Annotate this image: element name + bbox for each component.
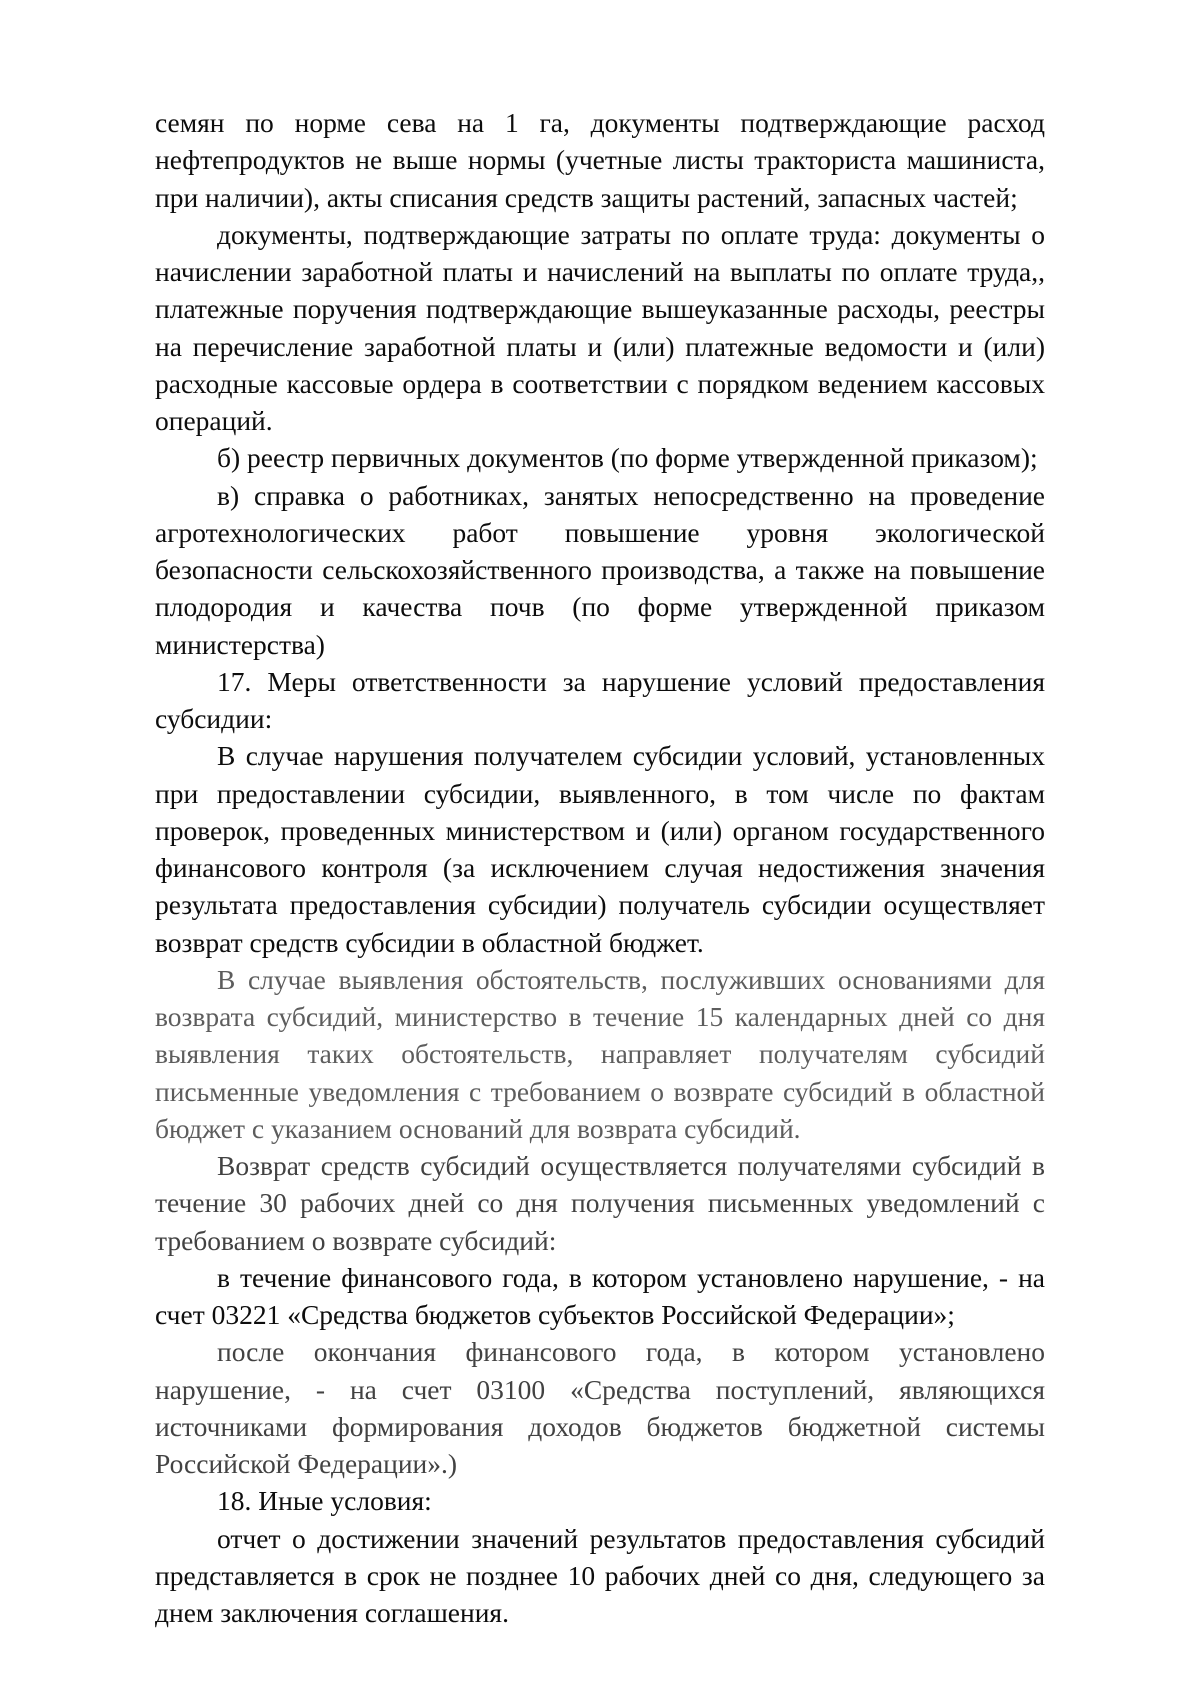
paragraph-section-17: 17. Меры ответственности за нарушение условий предоставления субсидии: [155, 665, 1045, 734]
paragraph: в течение финансового года, в котором установлено нарушение, - на счет 03221 «Средства бюджетов субъектов Российской Федерации»; [155, 1261, 1045, 1330]
paragraph: В случае выявления обстоятельств, послуживших основаниями для возврата субсидий, министерство в течение 15 календарных дней со дня выявления таких обстоятельств, направляет получателям субсидий письменные уведомления с требованием о возврате субсидий в областной бюджет с указанием оснований для возврата субсидий. [155, 963, 1045, 1144]
paragraph: в) справка о работниках, занятых непосредственно на проведение агротехнологических работ повышение уровня экологической безопасности сельскохозяйственного производства, а также на повышение плодородия и качества почв (по форме утвержденной приказом министерства) [155, 479, 1045, 660]
paragraph: документы, подтверждающие затраты по оплате труда: документы о начислении заработной платы и начислений на выплаты по оплате труда,, платежные поручения подтверждающие вышеуказанные расходы, реестры на перечисление заработной платы и (или) платежные ведомости и (или) расходные кассовые ордера в соответствии с порядком ведением кассовых операций. [155, 218, 1045, 436]
paragraph: отчет о достижении значений результатов предоставления субсидий представляется в срок не позднее 10 рабочих дней со дня, следующего за днем заключения соглашения. [155, 1522, 1045, 1628]
paragraph: семян по норме сева на 1 га, документы подтверждающие расход нефтепродуктов не выше нормы (учетные листы тракториста машиниста, при наличии), акты списания средств защиты растений, запасных частей; [155, 107, 1045, 213]
paragraph: В случае нарушения получателем субсидии условий, установленных при предоставлении субсидии, выявленного, в том числе по фактам проверок, проведенных министерством и (или) органом государственного финансового контроля (за исключением случая недостижения значения результата предоставления субсидии) получатель субсидии осуществляет возврат средств субсидии в областной бюджет. [155, 740, 1045, 958]
paragraph: б) реестр первичных документов (по форме утвержденной приказом); [217, 442, 1038, 474]
paragraph: после окончания финансового года, в котором установлено нарушение, - на счет 03100 «Средства поступлений, являющихся источниками формирования доходов бюджетов бюджетной системы Российской Федерации».) [155, 1336, 1045, 1479]
document-body [155, 104, 1045, 1631]
paragraph: Возврат средств субсидий осуществляется получателями субсидий в течение 30 рабочих дней со дня получения письменных уведомлений с требованием о возврате субсидий: [155, 1150, 1045, 1256]
paragraph-section-18: 18. Иные условия: [217, 1485, 432, 1517]
